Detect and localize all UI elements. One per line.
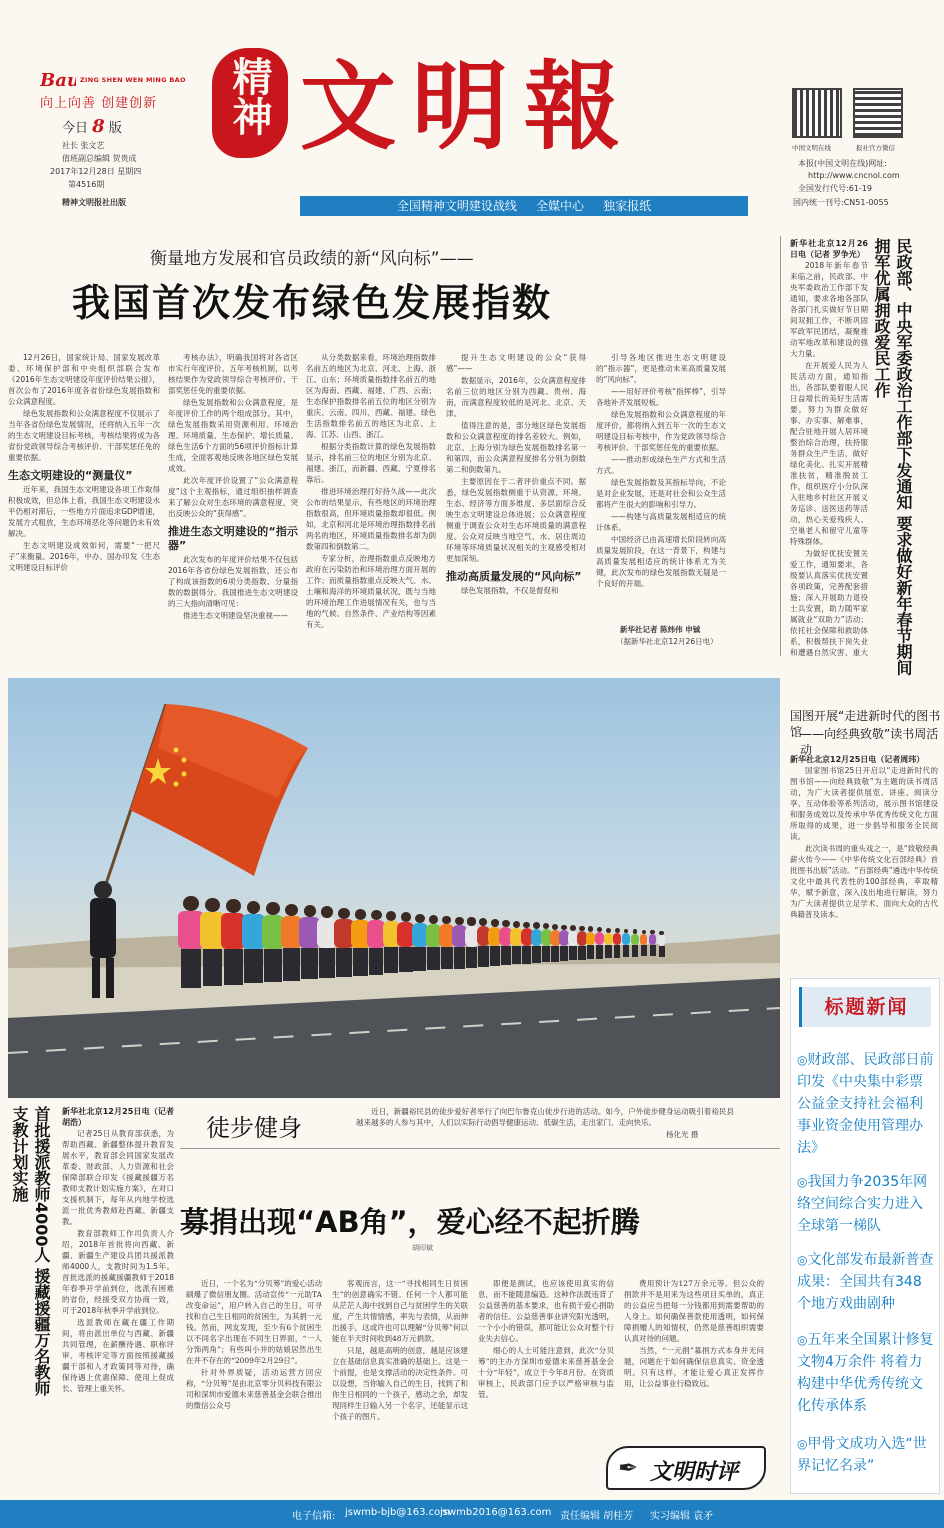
cn-code: 国内统一刊号:CN51-0055 — [793, 198, 889, 207]
footer-email-1[interactable]: jswmb-bjb@163.com — [345, 1507, 450, 1518]
tagline: 全国精神文明建设战线 全媒中心 独家报纸 — [396, 199, 652, 213]
right-story-p2: 在开展爱人民为人民活动方面，通知指出，各部队要着眼人民日益增长的美好生活需要，努力为群众做好事、办实事、解难事，配合驻地开展人居环境整治综合治理，扶持服务群众生产生活，做好绿化美化、扎实开展精准扶贫，精准脱贫工作，组织医疗小分队深入驻地乡村社区开展义务巡诊、送医送药等活动，热心关爱残疾人、空巢老人和留守儿童等特殊群体。 — [790, 361, 868, 546]
lead-col4-p2: 数据显示，2016年，公众满意程度排名前三位的地区分别为西藏、贵州、海南，而满意程度较低的是河北、北京、天津。 — [446, 376, 586, 418]
tagline-bar — [300, 196, 748, 216]
brief-bullet-icon: ◎ — [797, 1333, 808, 1347]
lead-col5-p2: ——用好评价考核“指挥棒”，引导各地补齐发展短板。 — [596, 387, 726, 407]
lead-col4-p4: 主要原因在于二者评价重点不同。据悉，绿色发展指数侧重于从资源、环境、生态、经济等方面多维度、多层面综合反映生态文明建设总体进展；公众满意程度侧重于调查公众对生态环境质量的满意程度。公众对反映当地空气、水、居住周边环境等环境质量状况相关的主观感受相对更加深刻。 — [446, 477, 586, 563]
teacher-dateline: 新华社北京12月25日电（记者胡浩） — [62, 1107, 174, 1127]
brief-item-1-text: 财政部、民政部日前印发《中央集中彩票公益金支持社会福利事业资金使用管理办法》 — [797, 1052, 934, 1156]
editorial-column-badge — [606, 1446, 766, 1490]
lead-col2-p2: 绿色发展指数和公众满意程度，是年度评价工作的两个组成部分。其中，绿色发展指数采用资源利用、环境治理、环境质量、生态保护、增长质量、绿色生活6个方面的56项评价指标计算生成，全面客观地反映各地区绿色发展成效。 — [168, 398, 298, 473]
lead-col5-p4: ——推动形成绿色生产方式和生活方式。 — [596, 455, 726, 475]
svg-text:Bau: Bau — [40, 70, 76, 90]
briefs-heading-bar — [799, 987, 931, 1027]
brief-item-4-text: 五年来全国累计修复文物4万余件 将着力构建中华优秀传统文化传承体系 — [797, 1332, 934, 1414]
masthead — [0, 0, 944, 218]
lead-col5-p7: 中国经济已由高速增长阶段转向高质量发展阶段，在这一背景下，构建与高质量发展相适应的统计体系尤为关键，此次发布的绿色发展指数无疑是一个良好的开端。 — [596, 535, 726, 588]
lead-col3-p3: 推进环境治理打好持久战——此次公布的结果显示，有些地区的环境治理指数很高，但环境质量指数却很低。例如，北京和河北是环境治理指数排名前两名的地区，环境质量指数排名却为倒数第四和倒数第二。 — [306, 487, 436, 551]
lead-col3-p1: 从分类数据来看，环境治理指数排名前五的地区为北京、河北、上海、浙江、山东；环境质量指数排名前五的地区为海南、西藏、福建、广西、云南；生态保护指数排名前五位的地区分别为重庆、云南、四川、西藏、福建。绿色生活指数排名前五的地区为北京、上海、江苏、山西、浙江。 — [306, 353, 436, 439]
library-p2: 此次读书周的重头戏之一，是“致敬经典 薪火传今——《中华传统文化百部经典》首批图书出版”活动。“百部经典”遴选中华传统文化中最具代表性的100部经典，萃取精华，赋予新意，深入浅出地进行解读，努力为广大读者提供立足学术、面向大众的古代典籍普及读本。 — [790, 844, 938, 919]
lead-col2-p5: 推进生态文明建设坚决重视—— — [183, 611, 288, 620]
hiker-figure — [595, 927, 604, 959]
footer-intern: 实习编辑 袁矛 — [650, 1511, 714, 1522]
lead-col1-subhead: 生态文明建设的“测量仪” — [8, 469, 133, 482]
lead-byline: 新华社记者 陈炜伟 申铖 — [620, 625, 701, 634]
lead-column-3 — [306, 352, 436, 642]
lead-source: （据新华社北京12月26日电） — [616, 637, 718, 646]
lead-col1-p2: 绿色发展指数和公众满意程度不仅展示了当年各省份绿色发展情况，还将纳入五年一次的生态文明建设目标考核，考核结果将成为各省份党政领导综合考核评价、干部奖惩任免的重要依据。 — [8, 409, 160, 462]
right-story-p1: 2018年新年春节来临之前，民政部、中央军委政治工作部下发通知，要求各地各部队各部门扎实做好节日期间双拥工作，不断巩固军政军民团结，凝聚推动军地改革和建设的强大力量。 — [790, 261, 868, 358]
editorial-col-1 — [186, 1278, 322, 1496]
editorial-col1-p1: 近日，一个名为“分贝筹”的爱心活动刷爆了微信朋友圈。活动宣传“一元助TA改变命运”，用户转入自己的生日，可寻找和自己生日相同的贫困生，为其捐一元钱。然而，网友发现，至少有6个贫困生以不同名字出现在不同生日界面，“一人分饰两角”；有些叫小井的姑娘居然出生在并不存在的“2009年2月29日”。 — [186, 1279, 322, 1365]
photo-caption-text: 近日，新疆裕民县的徒步爱好者举行了向巴尔鲁克山徒步行进的活动。如今，户外徒步健身运动吸引着裕民县越来越多的人参与其中，人们以实际行动倡导健康运动、低碳生活，走出家门、走向快乐。 — [356, 1107, 734, 1127]
briefs-heading: 标题新闻 — [824, 996, 909, 1018]
lead-column-1 — [8, 352, 160, 642]
qr2-label: 报社官方微信 — [856, 144, 895, 152]
brief-item-1[interactable] — [797, 1049, 935, 1156]
brief-item-3[interactable] — [797, 1249, 935, 1315]
publisher: 精神文明报社出版 — [62, 198, 126, 207]
today-label: 今日 — [62, 121, 89, 136]
title-seal — [212, 48, 288, 158]
lead-col2-p1: 考核办法》，明确我国将对各省区市实行年度评价、五年考核机制，以考核结果作为党政领导综合考核评价、干部奖惩任免的重要依据。 — [168, 353, 298, 395]
lead-col1-p1: 12月26日，国家统计局、国家发展改革委、环境保护部和中央组织部联合发布《2016年生态文明建设年度评价结果公报》，首次公布了2016年度各省份绿色发展指数和公众满意程度。 — [8, 353, 160, 406]
logo-mark-icon — [40, 70, 76, 90]
duty-editor: 值班副总编辑 贺贵成 — [62, 154, 137, 163]
brief-bullet-icon: ◎ — [797, 1175, 808, 1189]
library-headline-2: ——向经典致敬”读书周活动 — [800, 727, 939, 757]
hiker-group — [8, 678, 780, 1098]
lead-col2-p4: 此次发布的年度评价结果不仅包括2016年各省份绿色发展指数，还公布了构成该指数的6项分类指数、分量指数的数据得分。我国推进生态文明建设的三大指向清晰可见： — [168, 555, 298, 608]
editorial-col1-p2: 针对外界质疑，活动运营方回应称，“分贝筹”是由北京零分贝科技有限公司和深圳市爱德未来慈善基金会联合推出的微信公众号 — [186, 1368, 322, 1410]
hiker-figure — [604, 928, 613, 958]
lead-col4-p5: 绿色发展指数，不仅是督促和 — [461, 586, 559, 595]
lead-col1-p4: 生态文明建设成效如何，需要“一把尺子”来衡量。2016年，中办、国办印发《生态文明建设目标评价 — [8, 541, 160, 572]
right-story-dateline: 新华社北京12月26日电（记者 罗争光） — [790, 239, 868, 259]
teacher-p2: 教育部教师工作司负责人介绍，2018年首批将向西藏、新疆、新疆生产建设兵团共援派教师4000人，支教时间为1.5年。首批选派的援藏援疆教师于2018年春季开学前到位，选派有困难的省份，经援受双方协商一致，可于2018年秋季开学前到位。 — [62, 1229, 174, 1315]
right-story-headline: 民政部、中央军委政治工作部下发通知 要求做好新年春节期间拥军优属拥政爱民工作 — [872, 238, 913, 676]
title-seal-text: 精神 — [226, 56, 273, 136]
lead-headline: 我国首次发布绿色发展指数 — [72, 281, 553, 325]
editorial-col-2 — [332, 1278, 468, 1496]
right-story-p3: 为做好优抚安置关爱工作，通知要求，各级要认真落实优抚安置各项政策，完善配套措施；深入开展助力退役士兵安置，助力随军家属就业“双助力”活动；依托社会保障和救助体系，积极帮扶下岗失业和遭遇自然灾害、重大 — [790, 549, 868, 657]
brief-item-4[interactable] — [797, 1329, 935, 1419]
library-headline-1: 国图开展“走进新时代的图书馆 — [790, 709, 941, 739]
photo-credit: 杨化光 摄 — [666, 1130, 699, 1139]
teacher-p1: 记者25日从教育部获悉，为帮助西藏、新疆整体提升教育发展水平，教育部会同国家发展改革委、财政部、人力资源和社会保障部联合印发《援藏援疆万名教师支教计划实施方案》，在对口支援机制下，每年从内地学校选派一批优秀教师赴西藏、新疆支教。 — [62, 1129, 174, 1226]
title-main: 文明報 — [300, 50, 636, 163]
brief-item-5[interactable] — [797, 1433, 935, 1481]
library-body — [790, 754, 938, 962]
today-pages — [62, 116, 122, 137]
lead-col1-p3: 近年来，我国生态文明建设各项工作取得积极成效，但总体上看，我国生态文明建设水平仍相对滞后，一些地方片面追求GDP增速，发展方式粗放，生态环境恶化等问题仍未有效解决。 — [8, 485, 160, 538]
teacher-body — [62, 1106, 174, 1460]
logo-pinyin: ZING SHEN WEN MING BAO — [80, 76, 186, 84]
brief-bullet-icon: ◎ — [797, 1437, 808, 1451]
editorial-col4-p1: 费用预计为127万余元等。但公众的捐款并不是用来为这些项目买单的，真正的公益应当把每一分钱都用到需要帮助的人身上。如何确保善款使用透明，如何保障捐赠人的知情权，仍然是慈善组织需要认真对待的问题。 — [624, 1279, 764, 1343]
lead-col4-p1: 提升生态文明建设的公众“获得感”—— — [446, 353, 586, 373]
right-story-body — [790, 238, 868, 658]
issue-date: 2017年12月28日 星期四 — [50, 167, 142, 176]
teacher-p3: 选派教师在藏在疆工作期间，将由派出单位与西藏、新疆共同管理，在薪酬待遇、职称评审、考核评定等方面按照援藏援疆干部和人才政策同等对待，确保待遇上优惠保障、使用上促成长、管理上重关怀。 — [62, 1318, 174, 1393]
photo-caption-title: 徒步健身 — [206, 1114, 302, 1142]
editorial-col3-p1: 即便是测试，也应该使用真实的信息，而不能随意编造。这种作法既违背了公益慈善的基本要求，也有损于爱心捐助者的信任。公益慈善事业讲究阳光透明，一个小小的错误，都可能让公众对整个行业失去信心。 — [478, 1279, 614, 1343]
issue-number: 第4516期 — [68, 180, 105, 189]
brief-item-2[interactable] — [797, 1171, 935, 1237]
today-count: 8 — [92, 116, 105, 137]
editorial-col-4 — [624, 1278, 764, 1440]
editorial-col3-p2: 细心的人士可能注意到，此次“分贝筹”的主办方深圳市爱德未来慈善基金会十分“年轻”，成立于今年8月份。在资质审核上，民政部门应予以严格审核与监管。 — [478, 1346, 614, 1399]
caption-rule — [180, 1148, 780, 1149]
editorial-col2-p2: 只是，越是高明的创意，越是应该建立在基础信息真实准确的基础上。这是一个前提，也是支撑活动的决定性条件。可以设想，当你输入自己的生日，找到了和你生日相同的一个孩子，感动之余，却发现同样生日输入另一个名字，还能显示这个孩子的图片。 — [332, 1346, 468, 1421]
editorial-col-3 — [478, 1278, 614, 1496]
briefs-panel — [790, 978, 940, 1494]
qr-code-wechat-site-icon[interactable] — [792, 88, 842, 138]
footer-email-2[interactable]: jswmb2016@163.com — [440, 1507, 552, 1518]
lead-column-4 — [446, 352, 586, 642]
lead-col5-p3: 绿色发展指数和公众满意程度的年度评价，都将纳入到五年一次的生态文明建设目标考核中，作为党政领导综合考核评价、干部奖惩任免的重要依据。 — [596, 410, 726, 452]
teacher-headline: 首批援派教师4000人 援藏援疆万名教师支教计划实施 — [10, 1106, 51, 1397]
library-dateline: 新华社北京12月25日电（记者周玮） — [790, 755, 925, 764]
lead-column-5 — [596, 352, 726, 620]
brief-bullet-icon: ◎ — [797, 1253, 808, 1267]
lead-col5-p1: 引导各地区推进生态文明建设的“指示器”，更是推动未来高质量发展的“风向标”。 — [596, 353, 726, 384]
qr1-label: 中国文明在线 — [792, 144, 831, 152]
lead-col5-p5: 绿色发展指数及其指标导向，不论是对企业发展，还是对社会和公众生活都将产生很大的影响和引导力。 — [596, 478, 726, 509]
editorial-col4-p2: 当然，“一元捐”募捐方式本身并无问题，问题在于如何确保信息真实、资金透明。只有这样，才能让爱心真正发挥作用，让公益事业行稳致远。 — [624, 1346, 764, 1388]
slogan: 向上向善 创建创新 — [40, 96, 158, 111]
column-divider — [780, 236, 781, 656]
lead-col4-subhead: 推动高质量发展的“风向标” — [446, 570, 582, 583]
hiking-photo — [8, 678, 780, 1098]
hiker-figure — [658, 931, 665, 957]
today-unit: 版 — [108, 121, 122, 136]
hiker-figure — [640, 930, 647, 956]
editorial-column-name: 文明时评 — [650, 1459, 739, 1485]
president: 社长 张文艺 — [62, 141, 105, 150]
hiker-figure — [622, 929, 630, 957]
brief-bullet-icon: ◎ — [797, 1053, 808, 1067]
editorial-author: 胡印斌 — [412, 1244, 433, 1252]
pen-icon: ✒ — [618, 1454, 639, 1482]
qr-code-official-wechat-icon[interactable] — [853, 88, 903, 138]
lead-kicker: 衡量地方发展和官员政绩的新“风向标”—— — [150, 249, 474, 269]
footer-email-label: 电子信箱: — [292, 1511, 336, 1522]
hiker-figure — [613, 928, 621, 957]
lead-col3-p4: 专家分析，治理指数重点反映地方政府在污染防治和环境治理方面开展的工作；而质量指数重点反映大气、水、土壤和海洋的环境质量状况，既与当地的环境治理工作进展情况有关，也与当地的气候、自然条件、产业结构等因素有关。 — [306, 554, 436, 629]
brief-item-2-text: 我国力争2035年网络空间综合实力进入全球第一梯队 — [797, 1174, 928, 1234]
editorial-col2-p1: 客观而言，这一“寻找相同生日贫困生”的创意确实不错。任何一个人都可能从茫茫人海中找到自己与贫困学生的关联度，产生共情情感，率先与表情，从而伸出援手，这或许也可以理解“分贝筹”何以能在半天时间收到48万元捐款。 — [332, 1279, 468, 1343]
editorial-headline: 募捐出现“AB角”，爱心经不起折腾 — [180, 1205, 640, 1239]
site-url[interactable]: http://www.cncnol.com — [808, 171, 900, 180]
brief-item-5-text: 甲骨文成功入选“世界记忆名录” — [797, 1436, 927, 1474]
hiker-figure — [631, 929, 639, 956]
hiker-figure — [649, 930, 656, 956]
brief-item-3-text: 文化部发布最新普查成果：全国共有348个地方戏曲剧种 — [797, 1252, 934, 1312]
library-p1: 国家图书馆25日开启以“走进新时代的图书馆——向经典致敬”为主题的读书周活动，为广大读者提供展览、讲座、阅读分享、互动体验等系列活动，展示图书馆建设和服务成效以及传承中华优秀传统文化方面所取得的成果，进一步倡导和服务全民阅读。 — [790, 766, 938, 841]
site-label: 本报(中国文明在线)网址: — [798, 159, 887, 168]
postal-code: 全国发行代号:61-19 — [798, 184, 872, 193]
lead-col5-p6: ——构建与高质量发展相适应的统计体系。 — [596, 512, 726, 532]
footer-editor: 责任编辑 胡桂芳 — [560, 1511, 634, 1522]
footer-bar — [0, 1500, 944, 1528]
lead-col3-p2: 根据分类指数计算的绿色发展指数显示，排名前三位的地区分别为北京、福建、浙江，而新疆、西藏、宁夏排名靠后。 — [306, 442, 436, 484]
hiker-figure — [586, 926, 595, 959]
lead-column-2 — [168, 352, 298, 642]
lead-col2-subhead: 推进生态文明建设的“指示器” — [168, 525, 298, 552]
lead-col4-p3: 值得注意的是，部分地区绿色发展指数和公众满意程度的排名差较大。例如，北京、上海分别为绿色发展指数排名第一和第四，而公众满意程度排名分别为倒数第二和倒数第九。 — [446, 421, 586, 474]
lead-col2-p3: 此次年度评价设置了“公众满意程度”这个主观指标，通过组织抽样调查来了解公众对生态环境的满意程度，突出反映公众的“获得感”。 — [168, 476, 298, 518]
